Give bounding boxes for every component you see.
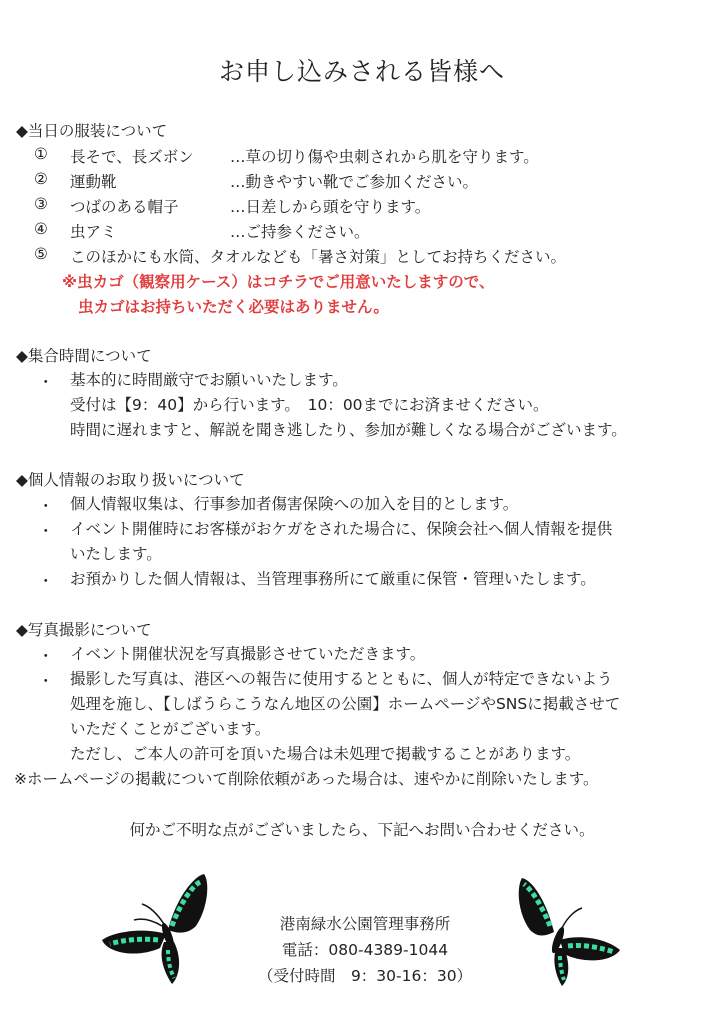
attire-note-line2: 虫カゴはお持ちいただく必要はありません。 bbox=[78, 298, 389, 316]
contact-hours: （受付時間 9：30-16：30） bbox=[257, 967, 473, 985]
photo-heading: ◆写真撮影について bbox=[16, 621, 152, 639]
contact-office: 港南緑水公園管理事務所 bbox=[279, 915, 451, 933]
butterfly-right-icon bbox=[508, 870, 626, 990]
photo-item1: イベント開催状況を写真撮影させていただきます。 bbox=[70, 645, 426, 663]
meeting-line2: 受付は【9：40】から行います。 10：00までにお済ませください。 bbox=[70, 396, 549, 414]
attire-num-3: ③ bbox=[34, 195, 48, 213]
page-title: お申し込みされる皆様へ bbox=[218, 57, 505, 86]
attire-desc-2: …動きやすい靴でご参加ください。 bbox=[230, 173, 479, 191]
meeting-bullet: ・ bbox=[38, 373, 54, 391]
attire-heading: ◆当日の服装について bbox=[16, 122, 168, 140]
privacy-bullet-3: ・ bbox=[38, 572, 54, 590]
photo-item2-line3: いただくことがございます。 bbox=[70, 720, 271, 738]
attire-num-1: ① bbox=[34, 145, 48, 163]
attire-note-line1: ※虫カゴ（観察用ケース）はコチラでご用意いたしますので、 bbox=[62, 273, 495, 291]
attire-name-4: 虫アミ bbox=[70, 223, 117, 241]
photo-item2-line2: 処理を施し、【しばうらこうなん地区の公園】ホームページやSNSに掲載させて bbox=[70, 695, 621, 713]
privacy-item2-line1: イベント開催時にお客様がおケガをされた場合に、保険会社へ個人情報を提供 bbox=[70, 520, 613, 538]
photo-item2-line4: ただし、ご本人の許可を頂いた場合は未処理で掲載することがあります。 bbox=[70, 745, 581, 763]
butterfly-left-icon bbox=[98, 868, 218, 988]
attire-name-3: つばのある帽子 bbox=[70, 198, 179, 216]
contact-phone: 電話：080-4389-1044 bbox=[281, 941, 449, 959]
inquiry-text: 何かご不明な点がございましたら、下記へお問い合わせください。 bbox=[129, 821, 595, 839]
attire-name-1: 長そで、長ズボン bbox=[70, 148, 194, 166]
privacy-bullet-1: ・ bbox=[38, 497, 54, 515]
privacy-item2-line2: いたします。 bbox=[70, 545, 162, 563]
attire-desc-4: …ご持参ください。 bbox=[230, 223, 370, 241]
photo-bullet-2: ・ bbox=[38, 672, 54, 690]
photo-note: ※ホームページの掲載について削除依頼があった場合は、速やかに削除いたします。 bbox=[14, 770, 599, 788]
attire-text-5: このほかにも水筒、タオルなども「暑さ対策」としてお持ちください。 bbox=[70, 248, 567, 266]
privacy-item1: 個人情報収集は、行事参加者傷害保険への加入を目的とします。 bbox=[70, 495, 519, 513]
meeting-line1: 基本的に時間厳守でお願いいたします。 bbox=[70, 371, 348, 389]
privacy-bullet-2: ・ bbox=[38, 522, 54, 540]
attire-num-4: ④ bbox=[34, 220, 48, 238]
attire-name-2: 運動靴 bbox=[70, 173, 117, 191]
attire-num-5: ⑤ bbox=[34, 245, 48, 263]
attire-num-2: ② bbox=[34, 170, 48, 188]
attire-desc-1: …草の切り傷や虫刺されから肌を守ります。 bbox=[230, 148, 539, 166]
privacy-heading: ◆個人情報のお取り扱いについて bbox=[16, 471, 245, 489]
attire-desc-3: …日差しから頭を守ります。 bbox=[230, 198, 431, 216]
photo-bullet-1: ・ bbox=[38, 647, 54, 665]
photo-item2-line1: 撮影した写真は、港区への報告に使用するとともに、個人が特定できないよう bbox=[70, 670, 613, 688]
privacy-item3: お預かりした個人情報は、当管理事務所にて厳重に保管・管理いたします。 bbox=[70, 570, 596, 588]
meeting-line3: 時間に遅れますと、解説を聞き逃したり、参加が難しくなる場合がございます。 bbox=[70, 421, 627, 439]
meeting-heading: ◆集合時間について bbox=[16, 347, 152, 365]
